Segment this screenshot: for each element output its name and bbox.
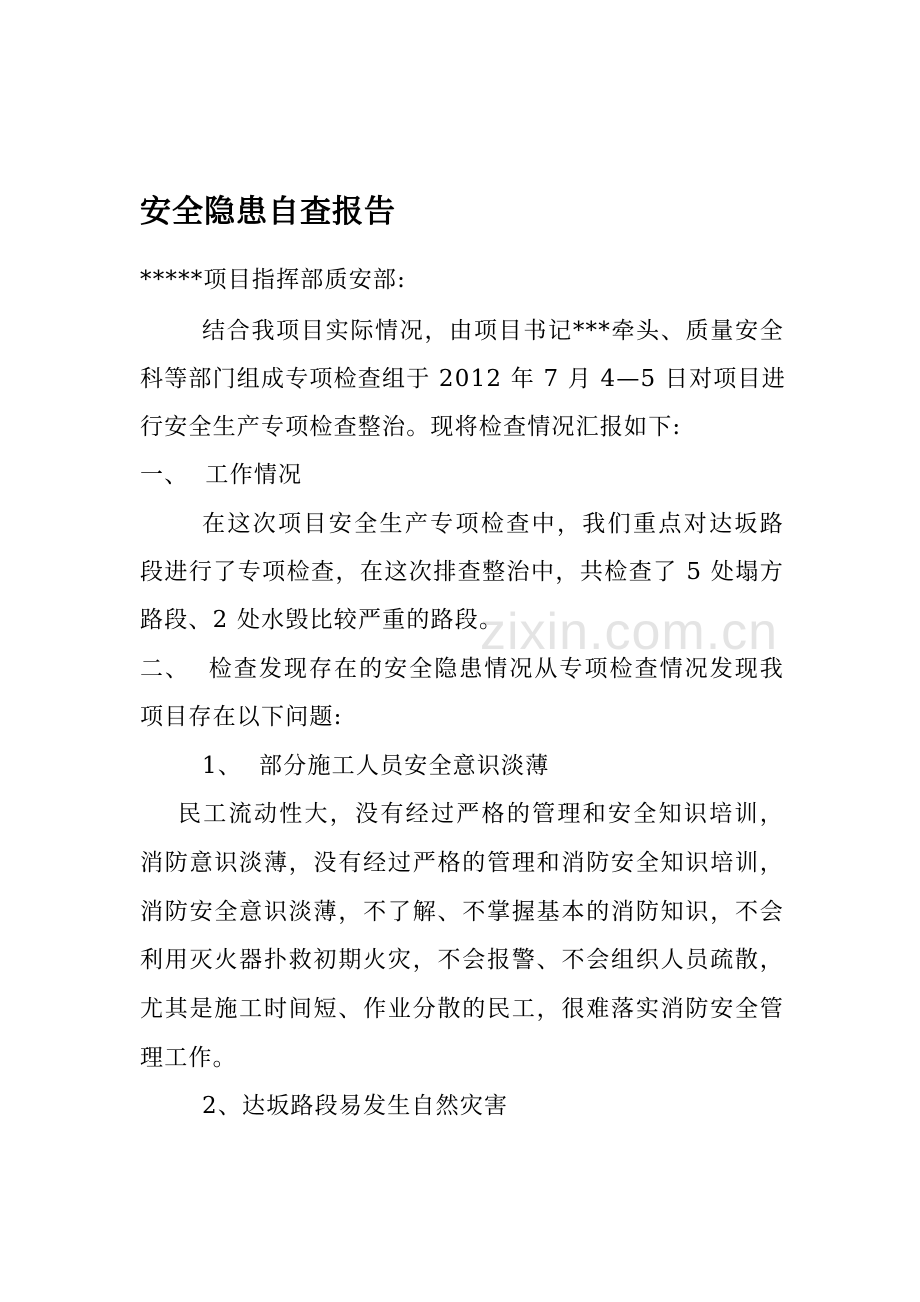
paragraph-line: 结合我项目实际情况，由项目书记***牵头、质量安全 [202,318,784,344]
subsection-heading: 1、 部分施工人员安全意识淡薄 [202,753,550,779]
paragraph-line: 利用灭火器扑救初期火灾，不会报警、不会组织人员疏散， [140,947,784,973]
paragraph-line: 项目存在以下问题: [140,704,343,730]
report-title: 安全隐患自查报告 [140,194,396,230]
addressee-line: *****项目指挥部质安部: [140,267,407,293]
paragraph-line: 消防安全意识淡薄，不了解、不掌握基本的消防知识，不会 [140,899,784,925]
paragraph-line: 理工作。 [140,1045,237,1071]
paragraph-line: 行安全生产专项检查整治。现将检查情况汇报如下: [140,414,682,440]
paragraph-line: 消防意识淡薄，没有经过严格的管理和消防安全知识培训， [140,850,784,876]
paragraph-line: 科等部门组成专项检查组于 2012 年 7 月 4—5 日对项目进 [140,366,786,392]
section-heading: 一、 工作情况 [140,462,303,488]
watermark-text: zixin.com.cn [480,603,779,661]
paragraph-line: 民工流动性大，没有经过严格的管理和安全知识培训， [178,801,784,827]
paragraph-line: 路段、2 处水毁比较严重的路段。 [140,607,504,633]
section-heading: 二、 检查发现存在的安全隐患情况从专项检查情况发现我 [140,656,784,682]
subsection-heading: 2、达坂路段易发生自然灾害 [202,1093,509,1119]
paragraph-line: 尤其是施工时间短、作业分散的民工，很难落实消防安全管 [140,996,784,1022]
paragraph-line: 段进行了专项检查，在这次排查整治中，共检查了 5 处塌方 [140,559,784,585]
paragraph-line: 在这次项目安全生产专项检查中，我们重点对达坂路 [202,511,784,537]
